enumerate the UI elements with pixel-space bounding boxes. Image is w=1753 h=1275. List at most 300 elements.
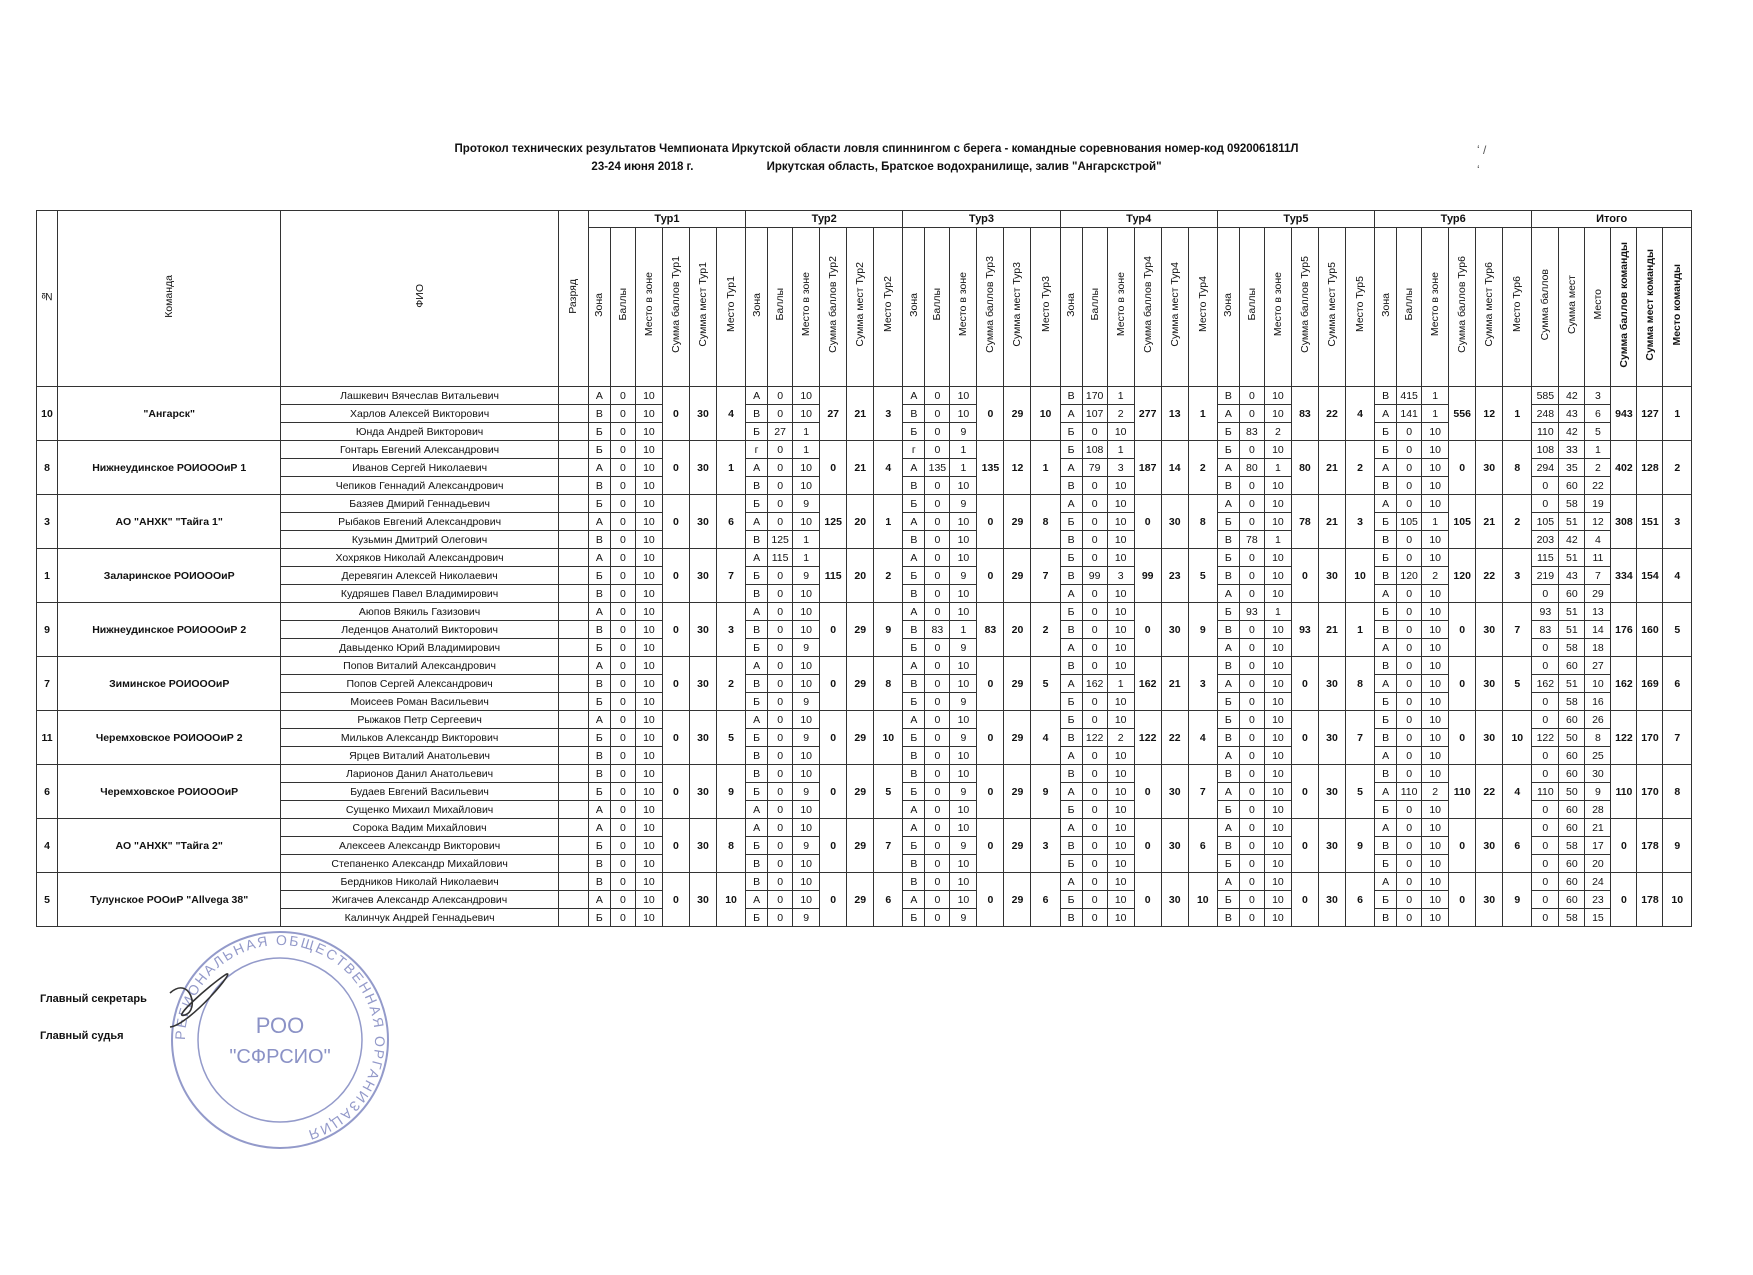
cell-place-in-zone: 1 bbox=[1264, 459, 1291, 477]
cell-team-final-place: 9 bbox=[1663, 819, 1692, 873]
participant-rank bbox=[558, 567, 588, 585]
cell-team-total-places: 128 bbox=[1637, 441, 1663, 495]
cell-place-in-zone: 9 bbox=[793, 495, 820, 513]
col-header-no bbox=[37, 211, 58, 387]
cell-points: 0 bbox=[1397, 675, 1422, 693]
cell-zone: Б bbox=[903, 639, 925, 657]
cell-points: 0 bbox=[1082, 747, 1107, 765]
cell-points: 0 bbox=[768, 765, 793, 783]
cell-zone: В bbox=[746, 531, 768, 549]
stamp-center-text: РОО bbox=[255, 1013, 305, 1038]
cell-place-in-zone: 10 bbox=[1422, 495, 1449, 513]
cell-team-total-points: 162 bbox=[1611, 657, 1637, 711]
cell-points: 0 bbox=[768, 873, 793, 891]
cell-points: 0 bbox=[1397, 729, 1422, 747]
cell-place-in-zone: 10 bbox=[1422, 747, 1449, 765]
cell-team-sum-places: 30 bbox=[1161, 765, 1188, 819]
cell-total-places: 60 bbox=[1559, 801, 1585, 819]
cell-zone: А bbox=[746, 387, 768, 405]
cell-points: 0 bbox=[925, 513, 950, 531]
cell-zone: Б bbox=[588, 909, 610, 927]
team-number: 4 bbox=[37, 819, 58, 873]
cell-team-total-points: 334 bbox=[1611, 549, 1637, 603]
cell-points: 0 bbox=[610, 657, 635, 675]
cell-place-in-zone: 10 bbox=[793, 711, 820, 729]
cell-team-tour-place: 5 bbox=[1188, 549, 1217, 603]
cell-total-place: 5 bbox=[1585, 423, 1611, 441]
cell-zone: Б bbox=[1375, 693, 1397, 711]
cell-points: 0 bbox=[1239, 477, 1264, 495]
cell-place-in-zone: 3 bbox=[1107, 567, 1134, 585]
cell-place-in-zone: 10 bbox=[793, 747, 820, 765]
team-number: 8 bbox=[37, 441, 58, 495]
cell-team-sum-places: 30 bbox=[1476, 657, 1503, 711]
cell-points: 0 bbox=[1082, 765, 1107, 783]
cell-points: 0 bbox=[925, 873, 950, 891]
cell-points: 0 bbox=[1239, 711, 1264, 729]
cell-team-sum-points: 78 bbox=[1291, 495, 1318, 549]
cell-total-places: 60 bbox=[1559, 855, 1585, 873]
cell-total-points: 105 bbox=[1532, 513, 1559, 531]
cell-points: 0 bbox=[610, 693, 635, 711]
cell-total-places: 51 bbox=[1559, 603, 1585, 621]
cell-team-tour-place: 9 bbox=[716, 765, 745, 819]
table-row bbox=[37, 603, 1692, 621]
participant-rank bbox=[558, 747, 588, 765]
cell-points: 0 bbox=[1082, 603, 1107, 621]
cell-points: 0 bbox=[1082, 495, 1107, 513]
tour-group-header: Тур3 bbox=[903, 211, 1060, 228]
cell-zone: А bbox=[1217, 675, 1239, 693]
col-header-points bbox=[1397, 228, 1422, 387]
col-header-sum-places-tour bbox=[1004, 228, 1031, 387]
cell-points: 0 bbox=[925, 711, 950, 729]
cell-zone: А bbox=[1060, 495, 1082, 513]
cell-zone: В bbox=[746, 873, 768, 891]
cell-total-place: 25 bbox=[1585, 747, 1611, 765]
participant-rank bbox=[558, 549, 588, 567]
cell-place-in-zone: 10 bbox=[1264, 909, 1291, 927]
cell-team-tour-place: 2 bbox=[1188, 441, 1217, 495]
cell-team-sum-places: 29 bbox=[847, 711, 874, 765]
tick-mark: ʻ / bbox=[1477, 143, 1487, 157]
participant-rank bbox=[558, 387, 588, 405]
cell-team-tour-place: 6 bbox=[1345, 873, 1374, 927]
cell-place-in-zone: 10 bbox=[635, 855, 662, 873]
cell-team-tour-place: 9 bbox=[1031, 765, 1060, 819]
cell-points: 0 bbox=[925, 891, 950, 909]
team-name: Нижнеудинское РОИОООиР 2 bbox=[58, 603, 281, 657]
cell-place-in-zone: 10 bbox=[1264, 837, 1291, 855]
cell-place-in-zone: 10 bbox=[635, 603, 662, 621]
cell-zone: В bbox=[1060, 387, 1082, 405]
cell-points: 0 bbox=[1397, 657, 1422, 675]
cell-points: 0 bbox=[1082, 657, 1107, 675]
cell-place-in-zone: 10 bbox=[793, 477, 820, 495]
cell-zone: В bbox=[1060, 531, 1082, 549]
cell-total-points: 203 bbox=[1532, 531, 1559, 549]
cell-place-in-zone: 2 bbox=[1264, 423, 1291, 441]
col-header-team bbox=[58, 211, 281, 387]
cell-place-in-zone: 10 bbox=[635, 819, 662, 837]
cell-total-points: 0 bbox=[1532, 891, 1559, 909]
cell-team-sum-points: 0 bbox=[1134, 603, 1161, 657]
cell-points: 0 bbox=[768, 747, 793, 765]
participant-rank bbox=[558, 639, 588, 657]
cell-place-in-zone: 2 bbox=[1107, 405, 1134, 423]
cell-team-sum-places: 30 bbox=[1318, 819, 1345, 873]
team-number: 10 bbox=[37, 387, 58, 441]
cell-zone: Б bbox=[1375, 855, 1397, 873]
col-label-sum-places-tour: Сумма мест Тур3 bbox=[1011, 262, 1024, 347]
cell-team-tour-place: 3 bbox=[874, 387, 903, 441]
cell-points: 99 bbox=[1082, 567, 1107, 585]
table-body bbox=[37, 387, 1692, 927]
cell-zone: Б bbox=[1217, 549, 1239, 567]
cell-place-in-zone: 1 bbox=[1422, 387, 1449, 405]
cell-points: 0 bbox=[1239, 549, 1264, 567]
cell-total-place: 22 bbox=[1585, 477, 1611, 495]
cell-zone: А bbox=[1217, 459, 1239, 477]
cell-zone: В bbox=[903, 675, 925, 693]
col-label-sum-places-tour: Сумма мест Тур6 bbox=[1483, 262, 1496, 347]
cell-team-sum-points: 0 bbox=[662, 819, 689, 873]
cell-total-points: 248 bbox=[1532, 405, 1559, 423]
cell-place-in-zone: 10 bbox=[1107, 801, 1134, 819]
col-label-place-in-zone: Место в зоне bbox=[957, 272, 970, 337]
cell-team-sum-places: 29 bbox=[1004, 387, 1031, 441]
cell-points: 0 bbox=[610, 891, 635, 909]
cell-place-in-zone: 10 bbox=[1107, 603, 1134, 621]
col-header-place-in-zone bbox=[1107, 228, 1134, 387]
participant-name: Мильков Александр Викторович bbox=[281, 729, 558, 747]
cell-points: 0 bbox=[768, 513, 793, 531]
col-header-place-tour bbox=[1345, 228, 1374, 387]
participant-name: Рыжаков Петр Сергеевич bbox=[281, 711, 558, 729]
cell-place-in-zone: 10 bbox=[793, 657, 820, 675]
cell-zone: В bbox=[588, 747, 610, 765]
cell-place-in-zone: 10 bbox=[793, 675, 820, 693]
col-header-place-tour bbox=[1031, 228, 1060, 387]
cell-place-in-zone: 10 bbox=[1422, 441, 1449, 459]
col-label-zone: Зона bbox=[1379, 292, 1392, 317]
cell-team-tour-place: 4 bbox=[1031, 711, 1060, 765]
cell-team-sum-points: 83 bbox=[1291, 387, 1318, 441]
cell-team-final-place: 7 bbox=[1663, 711, 1692, 765]
cell-team-tour-place: 10 bbox=[1188, 873, 1217, 927]
cell-place-in-zone: 9 bbox=[950, 729, 977, 747]
cell-points: 0 bbox=[1239, 837, 1264, 855]
cell-place-in-zone: 10 bbox=[1422, 711, 1449, 729]
cell-team-sum-points: 135 bbox=[977, 441, 1004, 495]
col-header-sum-points-tour bbox=[1291, 228, 1318, 387]
cell-place-in-zone: 2 bbox=[1422, 783, 1449, 801]
cell-zone: Б bbox=[1217, 603, 1239, 621]
team-name: Нижнеудинское РОИОООиР 1 bbox=[58, 441, 281, 495]
cell-points: 0 bbox=[925, 675, 950, 693]
cell-team-sum-points: 0 bbox=[662, 549, 689, 603]
cell-zone: А bbox=[588, 891, 610, 909]
cell-zone: В bbox=[1217, 657, 1239, 675]
table-row bbox=[37, 441, 1692, 459]
cell-points: 0 bbox=[1082, 783, 1107, 801]
team-number: 9 bbox=[37, 603, 58, 657]
cell-team-sum-places: 30 bbox=[689, 495, 716, 549]
col-label-place-tour: Место Тур1 bbox=[725, 276, 738, 333]
cell-place-in-zone: 10 bbox=[1422, 459, 1449, 477]
cell-zone: А bbox=[903, 459, 925, 477]
participant-name: Калинчук Андрей Геннадьевич bbox=[281, 909, 558, 927]
cell-team-sum-points: 0 bbox=[1291, 765, 1318, 819]
participant-name: Деревягин Алексей Николаевич bbox=[281, 567, 558, 585]
cell-points: 83 bbox=[1239, 423, 1264, 441]
cell-total-places: 60 bbox=[1559, 819, 1585, 837]
participant-name: Чепиков Геннадий Александрович bbox=[281, 477, 558, 495]
cell-points: 0 bbox=[1239, 585, 1264, 603]
cell-place-in-zone: 10 bbox=[1264, 693, 1291, 711]
cell-place-in-zone: 10 bbox=[950, 477, 977, 495]
cell-place-in-zone: 10 bbox=[1264, 585, 1291, 603]
cell-team-final-place: 10 bbox=[1663, 873, 1692, 927]
cell-place-in-zone: 10 bbox=[1107, 657, 1134, 675]
cell-team-sum-places: 30 bbox=[689, 657, 716, 711]
cell-zone: А bbox=[588, 513, 610, 531]
cell-zone: А bbox=[1217, 873, 1239, 891]
cell-points: 0 bbox=[925, 909, 950, 927]
cell-total-place: 23 bbox=[1585, 891, 1611, 909]
cell-team-tour-place: 10 bbox=[716, 873, 745, 927]
cell-team-tour-place: 7 bbox=[1188, 765, 1217, 819]
cell-place-in-zone: 1 bbox=[793, 531, 820, 549]
cell-zone: В bbox=[746, 765, 768, 783]
cell-points: 0 bbox=[610, 855, 635, 873]
cell-zone: Б bbox=[1375, 801, 1397, 819]
cell-team-total-places: 170 bbox=[1637, 765, 1663, 819]
cell-points: 0 bbox=[1239, 657, 1264, 675]
cell-place-in-zone: 1 bbox=[1107, 675, 1134, 693]
cell-team-sum-places: 22 bbox=[1318, 387, 1345, 441]
cell-points: 0 bbox=[610, 837, 635, 855]
cell-zone: А bbox=[588, 549, 610, 567]
cell-zone: В bbox=[903, 621, 925, 639]
cell-team-sum-points: 0 bbox=[662, 441, 689, 495]
cell-zone: А bbox=[1217, 819, 1239, 837]
cell-place-in-zone: 9 bbox=[950, 567, 977, 585]
cell-points: 0 bbox=[925, 603, 950, 621]
cell-place-in-zone: 10 bbox=[793, 765, 820, 783]
cell-zone: А bbox=[1217, 495, 1239, 513]
cell-total-place: 17 bbox=[1585, 837, 1611, 855]
col-label-points: Баллы bbox=[931, 288, 944, 321]
cell-points: 0 bbox=[768, 693, 793, 711]
cell-team-sum-points: 0 bbox=[1449, 873, 1476, 927]
cell-total-place: 4 bbox=[1585, 531, 1611, 549]
participant-name: Лашкевич Вячеслав Витальевич bbox=[281, 387, 558, 405]
col-header-sum-places-tour bbox=[847, 228, 874, 387]
cell-team-tour-place: 1 bbox=[1503, 387, 1532, 441]
cell-zone: Б bbox=[746, 495, 768, 513]
cell-place-in-zone: 10 bbox=[635, 711, 662, 729]
participant-rank bbox=[558, 729, 588, 747]
cell-team-tour-place: 7 bbox=[1031, 549, 1060, 603]
table-header bbox=[37, 211, 1692, 387]
cell-total-points: 110 bbox=[1532, 423, 1559, 441]
cell-zone: А bbox=[1217, 783, 1239, 801]
cell-team-total-places: 151 bbox=[1637, 495, 1663, 549]
cell-points: 0 bbox=[610, 459, 635, 477]
col-label-sum-points-tour: Сумма баллов Тур2 bbox=[827, 256, 840, 353]
cell-place-in-zone: 10 bbox=[635, 747, 662, 765]
cell-points: 0 bbox=[768, 603, 793, 621]
cell-team-tour-place: 1 bbox=[1031, 441, 1060, 495]
cell-zone: В bbox=[1217, 729, 1239, 747]
cell-total-points: 83 bbox=[1532, 621, 1559, 639]
cell-zone: Б bbox=[903, 567, 925, 585]
cell-zone: Б bbox=[1060, 891, 1082, 909]
cell-place-in-zone: 10 bbox=[635, 441, 662, 459]
cell-team-sum-points: 115 bbox=[820, 549, 847, 603]
col-header-sum-points-tour bbox=[1134, 228, 1161, 387]
cell-points: 0 bbox=[925, 819, 950, 837]
cell-team-tour-place: 6 bbox=[1031, 873, 1060, 927]
cell-total-place: 6 bbox=[1585, 405, 1611, 423]
cell-team-sum-places: 30 bbox=[689, 549, 716, 603]
cell-total-points: 0 bbox=[1532, 477, 1559, 495]
cell-team-sum-places: 21 bbox=[847, 387, 874, 441]
cell-zone: В bbox=[903, 855, 925, 873]
cell-team-tour-place: 10 bbox=[1503, 711, 1532, 765]
cell-team-sum-points: 120 bbox=[1449, 549, 1476, 603]
cell-place-in-zone: 10 bbox=[1107, 783, 1134, 801]
cell-points: 0 bbox=[1397, 603, 1422, 621]
cell-total-points: 0 bbox=[1532, 819, 1559, 837]
cell-team-tour-place: 8 bbox=[716, 819, 745, 873]
cell-place-in-zone: 9 bbox=[793, 729, 820, 747]
cell-points: 0 bbox=[925, 855, 950, 873]
cell-zone: Б bbox=[746, 693, 768, 711]
cell-total-places: 50 bbox=[1559, 729, 1585, 747]
cell-zone: А bbox=[1060, 747, 1082, 765]
col-header-total bbox=[1532, 228, 1559, 387]
cell-team-sum-points: 93 bbox=[1291, 603, 1318, 657]
cell-team-sum-points: 0 bbox=[977, 387, 1004, 441]
col-header-total bbox=[1611, 228, 1637, 387]
cell-zone: В bbox=[1375, 621, 1397, 639]
cell-points: 0 bbox=[1239, 909, 1264, 927]
col-label-sum-points-tour: Сумма баллов Тур5 bbox=[1298, 256, 1311, 353]
cell-zone: В bbox=[588, 873, 610, 891]
cell-team-sum-places: 21 bbox=[1318, 603, 1345, 657]
cell-zone: А bbox=[1375, 639, 1397, 657]
cell-zone: В bbox=[1060, 909, 1082, 927]
cell-points: 0 bbox=[1397, 459, 1422, 477]
col-label-points: Баллы bbox=[1245, 288, 1258, 321]
cell-zone: А bbox=[1217, 747, 1239, 765]
cell-team-tour-place: 4 bbox=[1188, 711, 1217, 765]
cell-points: 0 bbox=[768, 819, 793, 837]
cell-points: 0 bbox=[925, 801, 950, 819]
table-row bbox=[37, 711, 1692, 729]
cell-zone: А bbox=[1217, 585, 1239, 603]
cell-place-in-zone: 10 bbox=[1264, 477, 1291, 495]
cell-place-in-zone: 10 bbox=[635, 873, 662, 891]
cell-zone: В bbox=[588, 405, 610, 423]
total-group-header: Итого bbox=[1532, 211, 1692, 228]
cell-points: 0 bbox=[768, 387, 793, 405]
cell-team-total-points: 402 bbox=[1611, 441, 1637, 495]
cell-team-sum-points: 0 bbox=[1449, 441, 1476, 495]
cell-points: 0 bbox=[1397, 495, 1422, 513]
cell-points: 0 bbox=[610, 819, 635, 837]
cell-place-in-zone: 1 bbox=[1264, 603, 1291, 621]
col-header-total bbox=[1663, 228, 1692, 387]
cell-points: 0 bbox=[925, 729, 950, 747]
cell-total-places: 51 bbox=[1559, 513, 1585, 531]
cell-place-in-zone: 10 bbox=[793, 387, 820, 405]
cell-zone: В bbox=[1375, 837, 1397, 855]
cell-total-points: 294 bbox=[1532, 459, 1559, 477]
participant-rank bbox=[558, 531, 588, 549]
table-row bbox=[37, 873, 1692, 891]
cell-total-place: 9 bbox=[1585, 783, 1611, 801]
cell-points: 0 bbox=[610, 405, 635, 423]
cell-points: 120 bbox=[1397, 567, 1422, 585]
cell-team-sum-points: 0 bbox=[1449, 819, 1476, 873]
participant-name: Будаев Евгений Васильевич bbox=[281, 783, 558, 801]
col-header-points bbox=[1239, 228, 1264, 387]
cell-place-in-zone: 1 bbox=[793, 549, 820, 567]
cell-zone: В bbox=[1060, 477, 1082, 495]
cell-place-in-zone: 10 bbox=[1264, 765, 1291, 783]
cell-total-place: 13 bbox=[1585, 603, 1611, 621]
cell-team-final-place: 6 bbox=[1663, 657, 1692, 711]
cell-points: 0 bbox=[1239, 747, 1264, 765]
col-label-zone: Зона bbox=[593, 292, 606, 317]
cell-place-in-zone: 10 bbox=[1264, 621, 1291, 639]
col-header-points bbox=[768, 228, 793, 387]
cell-place-in-zone: 10 bbox=[1107, 495, 1134, 513]
cell-team-tour-place: 5 bbox=[1503, 657, 1532, 711]
participant-name: Кузьмин Дмитрий Олегович bbox=[281, 531, 558, 549]
col-label-points: Баллы bbox=[1088, 288, 1101, 321]
cell-points: 108 bbox=[1082, 441, 1107, 459]
col-label-total: Сумма мест команды bbox=[1643, 248, 1656, 361]
cell-zone: А bbox=[746, 549, 768, 567]
cell-team-sum-points: 0 bbox=[662, 603, 689, 657]
cell-place-in-zone: 10 bbox=[1264, 747, 1291, 765]
cell-place-in-zone: 10 bbox=[635, 405, 662, 423]
cell-points: 0 bbox=[1239, 621, 1264, 639]
col-header-zone bbox=[588, 228, 610, 387]
cell-place-in-zone: 10 bbox=[635, 675, 662, 693]
cell-points: 0 bbox=[1082, 819, 1107, 837]
cell-zone: А bbox=[903, 657, 925, 675]
cell-points: 0 bbox=[1397, 837, 1422, 855]
cell-points: 0 bbox=[610, 423, 635, 441]
col-label-sum-places-tour: Сумма мест Тур1 bbox=[696, 262, 709, 347]
cell-zone: Б bbox=[1217, 513, 1239, 531]
cell-team-total-places: 178 bbox=[1637, 819, 1663, 873]
cell-place-in-zone: 10 bbox=[793, 801, 820, 819]
cell-zone: А bbox=[1375, 747, 1397, 765]
col-label-total: Сумма баллов команды bbox=[1617, 241, 1630, 368]
stamp-org-name: "СФРСИО" bbox=[229, 1046, 331, 1068]
cell-zone: Б bbox=[588, 783, 610, 801]
col-header-points bbox=[1082, 228, 1107, 387]
cell-zone: В bbox=[1217, 909, 1239, 927]
cell-points: 78 bbox=[1239, 531, 1264, 549]
cell-team-sum-places: 30 bbox=[1318, 657, 1345, 711]
